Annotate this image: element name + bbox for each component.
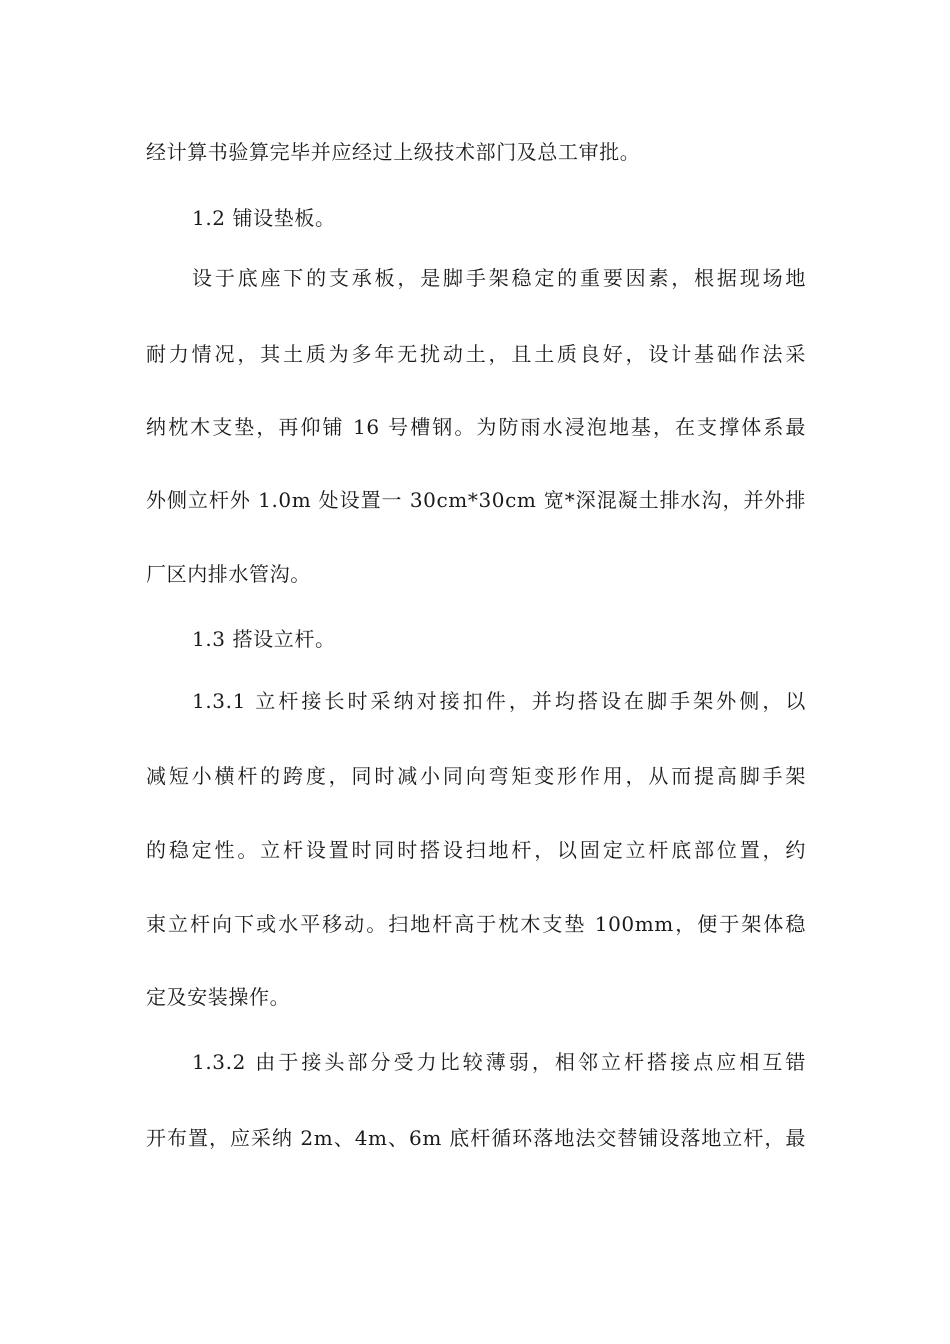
paragraph-line: 厂区内排水管沟。 <box>146 562 311 586</box>
paragraph-line: 减短小横杆的跨度，同时减小同向弯矩变形作用，从而提高脚手架 <box>146 764 806 788</box>
paragraph-line: 外侧立杆外 1.0m 处设置一 30cm*30cm 宽*深混凝土排水沟，并外排 <box>146 488 806 512</box>
paragraph-line: 的稳定性。立杆设置时同时搭设扫地杆，以固定立杆底部位置，约 <box>146 838 806 862</box>
section-heading-1-3: 1.3 搭设立杆。 <box>192 627 336 651</box>
paragraph-line: 定及安装操作。 <box>146 985 291 1009</box>
paragraph-line: 束立杆向下或水平移动。扫地杆高于枕木支垫 100mm，便于架体稳 <box>146 912 806 936</box>
paragraph-line: 设于底座下的支承板，是脚手架稳定的重要因素，根据现场地 <box>192 266 806 290</box>
paragraph-line: 耐力情况，其土质为多年无扰动土，且土质良好，设计基础作法采 <box>146 342 806 366</box>
paragraph-line: 1.3.2 由于接头部分受力比较薄弱，相邻立杆搭接点应相互错 <box>192 1050 806 1074</box>
paragraph-line: 开布置，应采纳 2m、4m、6m 底杆循环落地法交替铺设落地立杆，最 <box>146 1126 806 1150</box>
paragraph-line: 纳枕木支垫，再仰铺 16 号槽钢。为防雨水浸泡地基，在支撑体系最 <box>146 415 806 439</box>
paragraph-line: 1.3.1 立杆接长时采纳对接扣件，并均搭设在脚手架外侧，以 <box>192 689 806 713</box>
text-line-continuation: 经计算书验算完毕并应经过上级技术部门及总工审批。 <box>146 140 641 164</box>
section-heading-1-2: 1.2 铺设垫板。 <box>192 206 336 230</box>
